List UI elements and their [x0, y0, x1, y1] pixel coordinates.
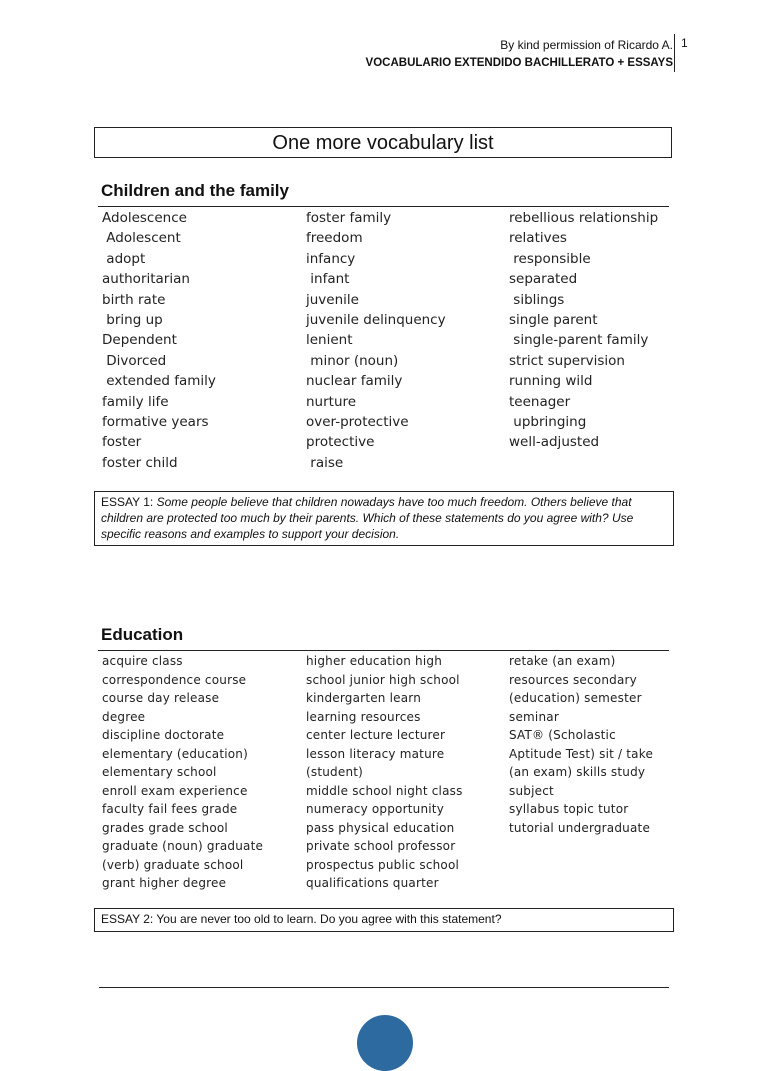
vocab-item: adopt: [102, 250, 146, 267]
vocab-item: faculty fail fees grade: [102, 802, 238, 816]
vocab-item: pass physical education: [306, 820, 455, 835]
vocab-item: single parent: [509, 312, 598, 329]
page-header: [366, 36, 673, 72]
vocab-item: (education) semester: [509, 691, 642, 705]
vocab-item: teenager: [509, 393, 571, 410]
essay-2-box: [94, 908, 674, 932]
vocab-item: nuclear family: [306, 373, 403, 390]
vocab-item: middle school night class: [306, 783, 463, 798]
vocab-item: bring up: [102, 312, 163, 329]
vocab-item: protective: [306, 434, 375, 451]
vocab-item: foster family: [306, 210, 392, 226]
vocab-item: retake (an exam): [509, 654, 616, 668]
vocab-item: course day release: [102, 691, 220, 705]
vocab-item: minor (noun): [306, 352, 399, 369]
vocab-item: discipline doctorate: [102, 728, 225, 742]
vocab-item: grades grade school: [102, 820, 228, 835]
vocab-item: birth rate: [102, 291, 166, 308]
essay-2-text: You are never too old to learn. Do you agree with this statement?: [156, 912, 502, 926]
vocab-item: elementary (education): [102, 746, 248, 761]
family-col-2: [306, 208, 446, 473]
vocab-item: juvenile: [306, 291, 359, 308]
vocab-item: prospectus public school: [306, 857, 460, 872]
essay-2-label: ESSAY 2:: [101, 912, 154, 926]
vocab-item: Dependent: [102, 332, 177, 349]
vocab-item: foster child: [102, 454, 178, 471]
vocab-item: well-adjusted: [509, 434, 600, 451]
vocab-item: responsible: [509, 250, 591, 267]
vocab-item: numeracy opportunity: [306, 802, 444, 816]
vocab-item: authoritarian: [102, 271, 190, 288]
vocab-item: elementary school: [102, 765, 217, 779]
vocab-item: Divorced: [102, 352, 167, 369]
vocab-item: resources secondary: [509, 672, 637, 687]
vocab-item: infancy: [306, 250, 356, 267]
vocab-item: tutorial undergraduate: [509, 820, 651, 835]
vocab-item: family life: [102, 393, 169, 410]
vocab-item: correspondence course: [102, 672, 247, 687]
education-heading: Education: [101, 625, 184, 644]
page-number: 1: [681, 36, 688, 50]
vocab-item: upbringing: [509, 414, 587, 431]
vocab-item: graduate (noun) graduate: [102, 839, 264, 853]
vocab-item: freedom: [306, 230, 363, 247]
vocab-item: (verb) graduate school: [102, 857, 244, 872]
essay-1-box: [94, 491, 674, 546]
vocab-item: degree: [102, 709, 146, 724]
family-col-3: [509, 208, 658, 453]
vocab-item: (an exam) skills study: [509, 765, 646, 779]
vocab-item: separated: [509, 271, 578, 288]
vocab-item: learning resources: [306, 709, 421, 724]
essay-1-text: Some people believe that children nowadays have too much freedom. Others believe that children are protected too much by their parents. Which of these statements do you agree with? Use specific reasons and examples to support your decision.: [101, 495, 634, 541]
vocab-item: (student): [306, 765, 364, 779]
vocab-item: strict supervision: [509, 352, 625, 369]
page-title: One more vocabulary list: [94, 127, 672, 158]
vocab-item: Adolescent: [102, 230, 181, 247]
vocab-item: school junior high school: [306, 672, 460, 687]
vocab-item: nurture: [306, 393, 357, 410]
vocab-item: private school professor: [306, 839, 456, 853]
footer-logo: [357, 1015, 413, 1071]
family-col-1: [102, 208, 216, 473]
vocab-item: syllabus topic tutor: [509, 802, 629, 816]
vocab-item: single-parent family: [509, 332, 649, 349]
vocab-item: center lecture lecturer: [306, 728, 446, 742]
vocab-item: Adolescence: [102, 210, 187, 226]
document-subtitle: VOCABULARIO EXTENDIDO BACHILLERATO + ESSAYS: [365, 57, 673, 69]
vocab-item: qualifications quarter: [306, 876, 439, 890]
vocab-item: higher education high: [306, 654, 443, 668]
education-col-1: [102, 652, 263, 893]
vocab-item: over-protective: [306, 414, 409, 431]
vocab-item: kindergarten learn: [306, 691, 422, 705]
footer-rule: [99, 987, 669, 988]
vocab-item: Aptitude Test) sit / take: [509, 746, 654, 761]
vocab-item: extended family: [102, 373, 216, 390]
vocab-item: lenient: [306, 332, 353, 349]
permission-line: By kind permission of Ricardo A.: [500, 38, 673, 52]
vocab-item: infant: [306, 271, 350, 288]
family-heading: Children and the family: [101, 181, 289, 200]
vocab-item: SAT® (Scholastic: [509, 728, 616, 742]
vocab-item: seminar: [509, 709, 559, 724]
vocab-item: grant higher degree: [102, 876, 227, 890]
vocab-item: lesson literacy mature: [306, 746, 445, 761]
vocab-item: running wild: [509, 373, 593, 390]
vocab-item: enroll exam experience: [102, 783, 248, 798]
vocab-item: rebellious relationship: [509, 210, 659, 226]
vocab-item: foster: [102, 434, 142, 451]
vocab-item: acquire class: [102, 654, 183, 668]
vocab-item: formative years: [102, 414, 209, 431]
vocab-item: relatives: [509, 230, 567, 247]
education-col-3: [509, 652, 653, 837]
vocab-item: siblings: [509, 291, 565, 308]
education-rule: [98, 650, 669, 651]
vocab-item: juvenile delinquency: [306, 312, 446, 329]
vocab-item: subject: [509, 783, 554, 798]
education-col-2: [306, 652, 463, 893]
header-divider: [674, 34, 675, 72]
vocab-item: raise: [306, 454, 344, 471]
essay-1-label: ESSAY 1:: [101, 495, 154, 509]
family-rule: [98, 206, 669, 207]
